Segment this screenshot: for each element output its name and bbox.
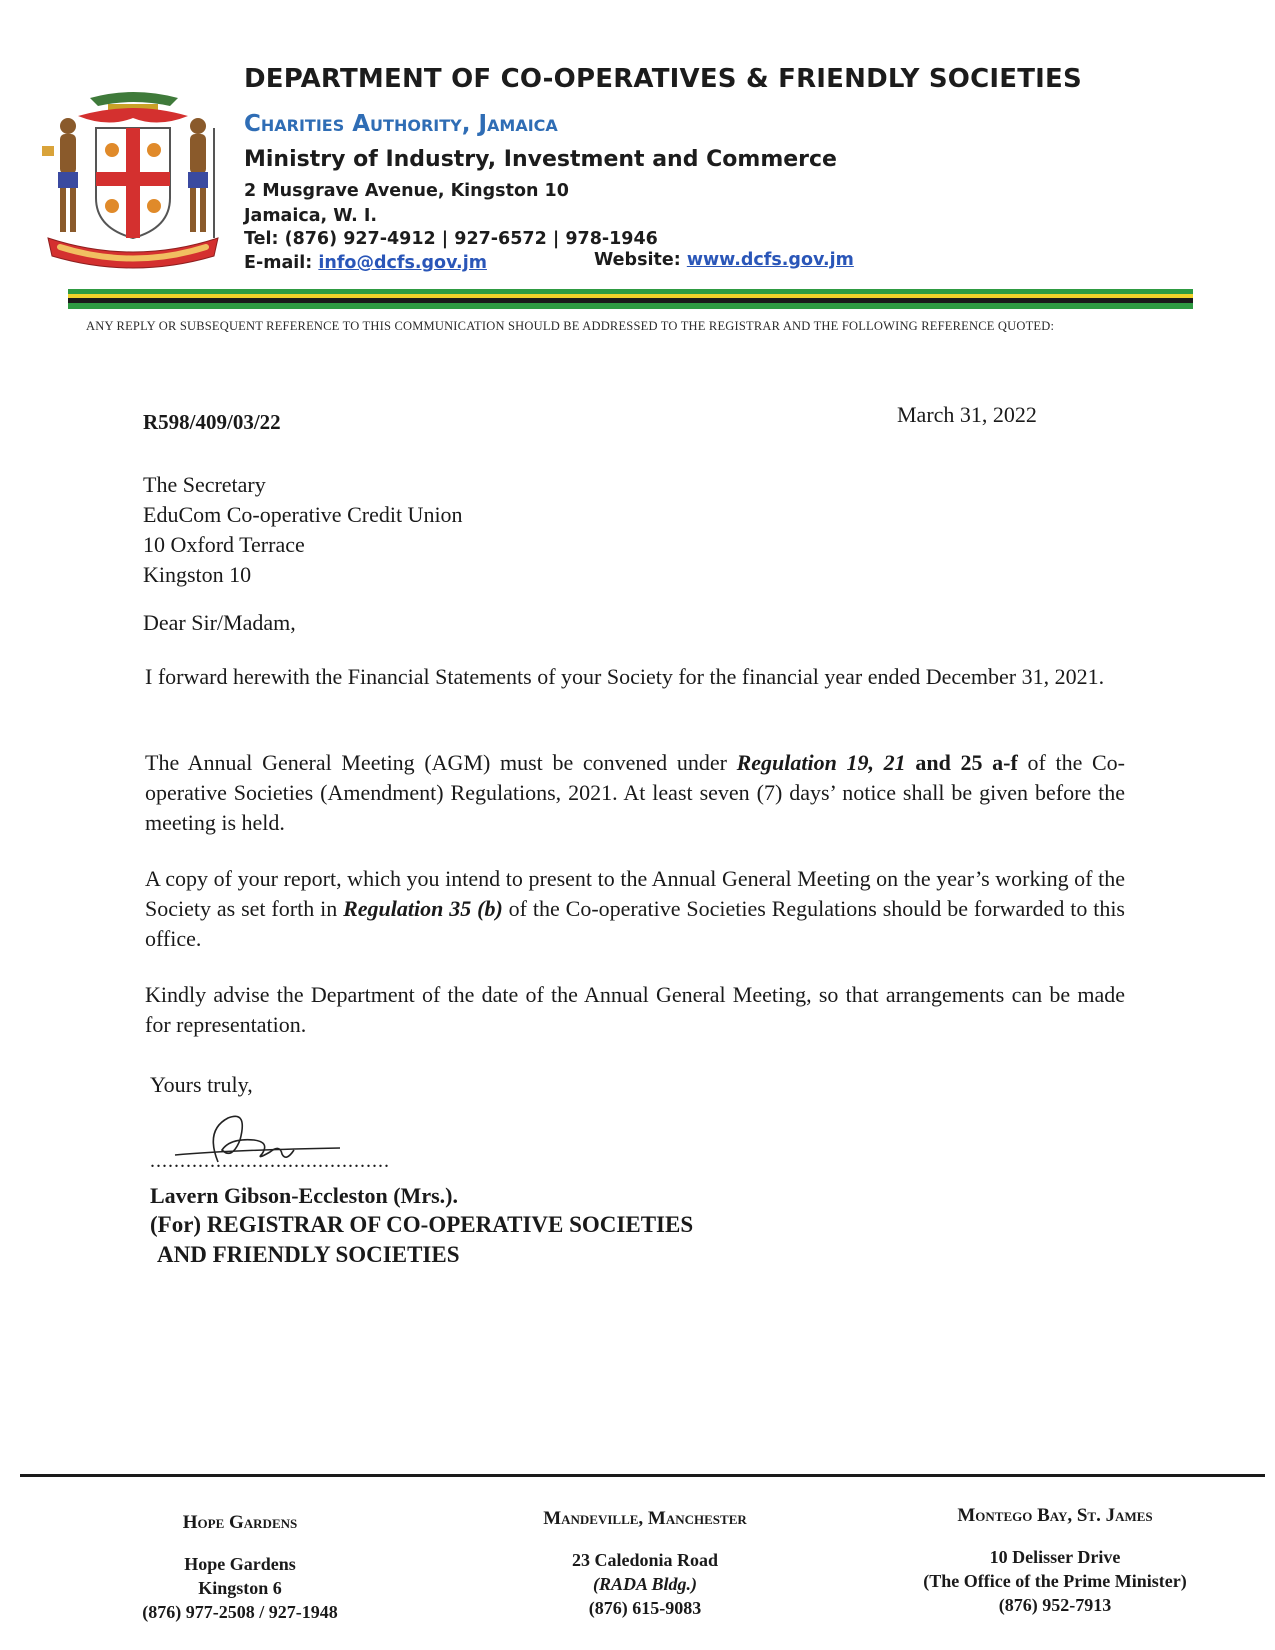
recipient-line: EduCom Co-operative Credit Union: [143, 502, 463, 527]
office-mandeville: [490, 1508, 800, 1620]
office-name: Montego Bay, St. James: [957, 1505, 1153, 1526]
text: The Annual General Meeting (AGM) must be convened under: [145, 750, 737, 775]
signer-title: (For) REGISTRAR OF CO-OPERATIVE SOCIETIES: [150, 1212, 694, 1237]
office-montego-bay: [890, 1505, 1220, 1617]
paragraph-4: Kindly advise the Department of the date of the Annual General Meeting, so that arrangements can be made for representation.: [145, 982, 1125, 1037]
office-line: 23 Caledonia Road: [571, 1550, 719, 1570]
flag-stripe-green-2: [68, 303, 1193, 309]
regulation-ref: and 25 a-f: [905, 750, 1018, 775]
office-building: (RADA Bldg.): [592, 1574, 698, 1594]
office-line: [490, 1572, 800, 1596]
office-hope-gardens: [110, 1512, 370, 1624]
website-link[interactable]: www.dcfs.gov.jm: [686, 250, 854, 270]
office-line: (The Office of the Prime Minister): [923, 1571, 1187, 1591]
office-line: Kingston 6: [198, 1578, 282, 1598]
office-name: Hope Gardens: [182, 1512, 298, 1533]
signature-line: ........................................: [150, 1150, 390, 1172]
salutation: Dear Sir/Madam,: [143, 610, 296, 635]
signer-title-2: AND FRIENDLY SOCIETIES: [157, 1242, 460, 1267]
text: of the Co-operative Societies (Amendment) Regulations, 2021. At least seven (7) days’ notice shall be given before the meeting is held.: [145, 750, 1126, 835]
office-line: 10 Delisser Drive: [989, 1547, 1121, 1567]
reference-number: R598/409/03/22: [143, 410, 281, 434]
office-name: Mandeville, Manchester: [543, 1508, 747, 1529]
authority-title: Charities Authority, Jamaica: [244, 111, 558, 137]
coat-of-arms-icon: [38, 88, 228, 278]
office-phone: (876) 977-2508 / 927-1948: [142, 1602, 338, 1622]
email-link[interactable]: info@dcfs.gov.jm: [318, 253, 487, 273]
website-label: Website:: [594, 250, 681, 270]
recipient-line: The Secretary: [143, 472, 266, 497]
office-phone: (876) 952-7913: [998, 1595, 1112, 1615]
website-row: [594, 250, 854, 270]
recipient-address: [143, 470, 463, 590]
email-row: [244, 253, 487, 273]
reference-notice: ANY REPLY OR SUBSEQUENT REFERENCE TO THIS COMMUNICATION SHOULD BE ADDRESSED TO THE REGISTRAR AND THE FOLLOWING REFERENCE QUOTED:: [86, 319, 1055, 333]
closing: Yours truly,: [150, 1072, 253, 1097]
paragraph-3: [145, 864, 1125, 954]
regulation-ref: Regulation 35 (b): [343, 896, 503, 921]
footer-divider: [20, 1474, 1265, 1477]
paragraph-1: I forward herewith the Financial Statements of your Society for the financial year ended December 31, 2021.: [145, 664, 1105, 689]
regulation-ref: Regulation 19, 21: [736, 750, 906, 775]
department-title: DEPARTMENT OF CO-OPERATIVES & FRIENDLY SOCIETIES: [244, 64, 1082, 94]
ministry-name: Ministry of Industry, Investment and Commerce: [244, 147, 837, 172]
email-label: E-mail:: [244, 253, 313, 273]
address-line-2: Jamaica, W. I.: [244, 206, 378, 226]
text: A copy of your report, which you intend to present to the Annual General Meeting on the year’s working of the Society as set forth in: [145, 866, 1125, 921]
text: of the Co-operative Societies Regulations should be forwarded to this office.: [145, 896, 1125, 951]
recipient-line: Kingston 10: [143, 562, 252, 587]
recipient-line: 10 Oxford Terrace: [143, 532, 305, 557]
address-line-1: 2 Musgrave Avenue, Kingston 10: [244, 181, 569, 201]
letter-date: March 31, 2022: [897, 402, 1037, 427]
office-phone: (876) 615-9083: [588, 1598, 702, 1618]
paragraph-2: [145, 748, 1125, 838]
telephone: Tel: (876) 927-4912 | 927-6572 | 978-1946: [244, 229, 658, 249]
office-line: Hope Gardens: [184, 1554, 296, 1574]
signer-name: Lavern Gibson-Eccleston (Mrs.).: [150, 1183, 458, 1208]
